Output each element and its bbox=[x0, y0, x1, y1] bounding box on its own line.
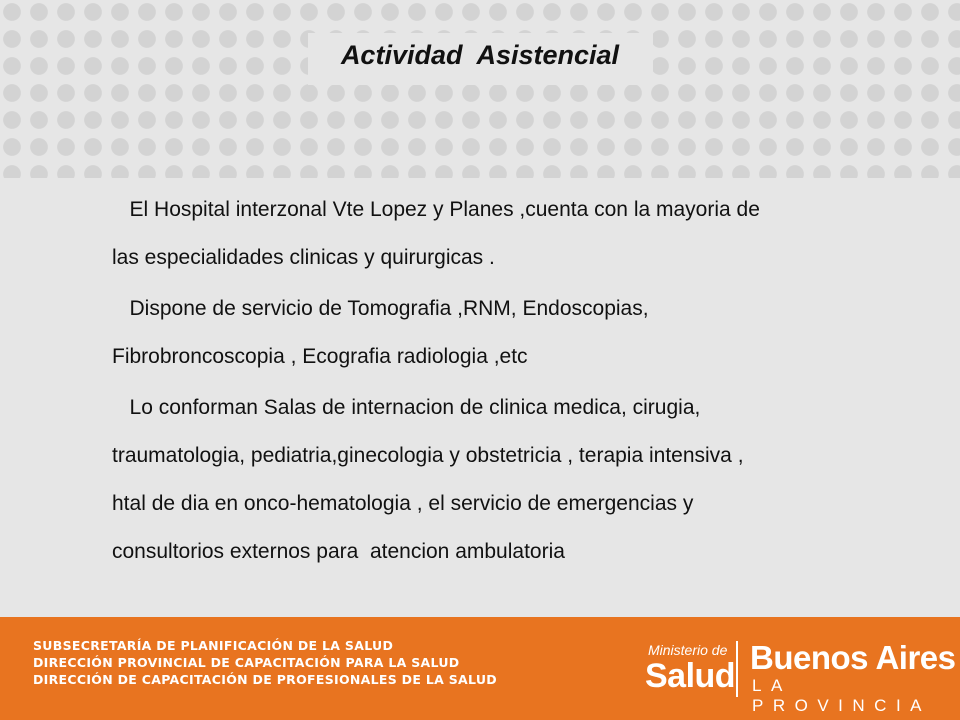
logo-separator bbox=[736, 641, 738, 697]
paragraph-2-line-1: Dispone de servicio de Tomografia ,RNM, Endoscopias, bbox=[112, 297, 649, 320]
paragraph-2 bbox=[112, 285, 932, 381]
paragraph-3-line-2: traumatologia, pediatria,ginecologia y obstetricia , terapia intensiva , bbox=[112, 444, 744, 467]
buenos-aires-logo-text: Buenos Aires bbox=[750, 639, 956, 676]
paragraph-3-line-3: htal de dia en onco-hematologia , el servicio de emergencias y bbox=[112, 492, 694, 515]
footer-bar bbox=[0, 617, 960, 720]
paragraph-2-line-2: Fibrobroncoscopia , Ecografia radiologia ,etc bbox=[112, 345, 528, 368]
paragraph-3-line-4: consultorios externos para atencion ambulatoria bbox=[112, 540, 565, 563]
paragraph-3-line-1: Lo conforman Salas de internacion de clinica medica, cirugia, bbox=[112, 396, 701, 419]
salud-logo-text: Salud bbox=[645, 657, 736, 695]
footer-line-3: DIRECCIÓN DE CAPACITACIÓN DE PROFESIONALES DE LA SALUD bbox=[33, 672, 497, 687]
slide-body bbox=[112, 186, 932, 576]
paragraph-3 bbox=[112, 384, 932, 576]
footer-line-1: SUBSECRETARÍA DE PLANIFICACIÓN DE LA SALUD bbox=[33, 638, 394, 653]
footer-institution-lines bbox=[33, 637, 497, 688]
slide-title: Actividad Asistencial bbox=[340, 40, 620, 70]
ministerio-label: Ministerio de bbox=[648, 642, 728, 658]
paragraph-1-line-1: El Hospital interzonal Vte Lopez y Planes ,cuenta con la mayoria de bbox=[112, 198, 760, 221]
paragraph-1 bbox=[112, 186, 932, 282]
paragraph-1-line-2: las especialidades clinicas y quirurgicas . bbox=[112, 246, 495, 269]
la-provincia-logo-text: LA PROVINCIA bbox=[752, 676, 932, 715]
dotted-header-pattern bbox=[0, 0, 960, 178]
footer-line-2: DIRECCIÓN PROVINCIAL DE CAPACITACIÓN PARA LA SALUD bbox=[33, 655, 460, 670]
